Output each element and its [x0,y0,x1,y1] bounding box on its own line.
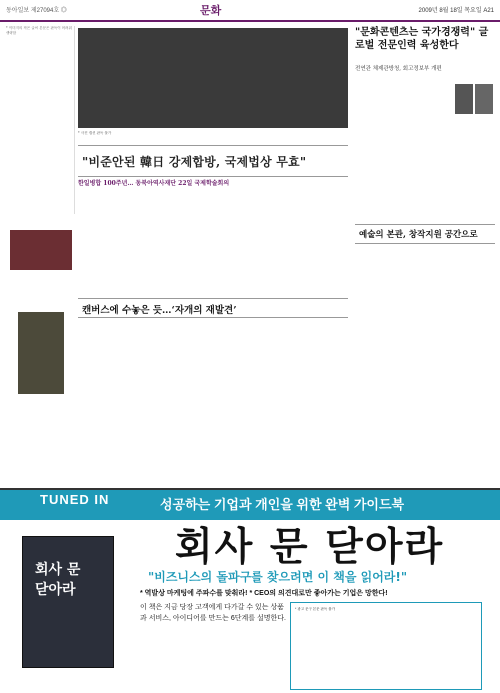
ad-right-box-text: * 광고 문구 본문 판독 불가 [295,607,336,611]
masthead-right: 2009년 8월 18일 목요일 A21 [418,8,494,14]
group-photo [78,28,348,128]
group-photo-caption [78,131,348,145]
right-mid-headline: 예술의 본관, 창작지원 공간으로 [359,230,478,240]
page-header [0,0,500,22]
middle-left-headline-box [78,298,348,318]
right-mid-headline-box [355,224,495,244]
top-story-headline-box [78,145,348,177]
book-cover [22,536,114,668]
left-sidebar [6,26,75,214]
artifact-photo-2 [18,312,64,394]
right-top-headline: "문화콘텐츠는 국가경쟁력" 글로벌 전문인력 육성한다 [355,27,489,51]
ad-quote: "비즈니스의 돌파구를 찾으려면 이 책을 읽어라!" [148,570,408,584]
right-mid-body [355,248,495,478]
ad-subheadline: 성공하는 기업과 개인을 위한 완벽 가이드북 [160,497,405,512]
section-title: 문화 [200,4,222,17]
book-title-line-1: 회사 문 [35,562,81,578]
artifact-photo-1-caption [8,272,74,280]
top-story-headline: "비준안된 韓日 강제합방, 국제법상 무효" [82,155,307,169]
ad-brand: TUNED IN [40,492,110,507]
top-story-kicker: 한일병합 100주년… 동북아역사재단 22일 국제학술회의 [78,180,230,187]
portrait-2 [475,84,493,114]
right-top-headline-box [355,26,495,80]
right-top-subhead: 전연관 체제관방청, 회고정보부 개편 [355,66,442,72]
artifact-photo-1 [10,230,72,270]
ad-taglines: * 역발상 마케팅에 주파수를 맞춰라! * CEO의 의견대로만 좋아가는 기업은 망한다! [140,590,388,597]
middle-left-body [78,322,348,482]
left-sidebar-text: * 이미지의 작은 글씨 본문은 판독이 어려워 생략함 [6,26,72,35]
right-top-body [355,84,450,224]
artifact-photo-2-caption [8,396,74,410]
book-title-line-2: 닫아라 [35,582,76,598]
ad-title: 회사 문 닫아라 [175,525,445,570]
masthead-left: 동아일보 제27094호 ◎ [6,8,67,14]
ad-copy: 이 책은 지금 당장 고객에게 다가갈 수 있는 상품과 서비스, 아이디어를 만드는 6단계를 설명한다. [140,604,286,622]
book-ad [0,488,500,693]
middle-left-headline: 캔버스에 수놓은 듯…‘자개의 재발견’ [82,305,237,316]
portrait-1 [455,84,473,114]
group-photo-caption-text: * 사진 캡션 판독 불가 [78,131,112,135]
top-story-body [78,188,348,292]
ad-right-box [290,602,482,690]
